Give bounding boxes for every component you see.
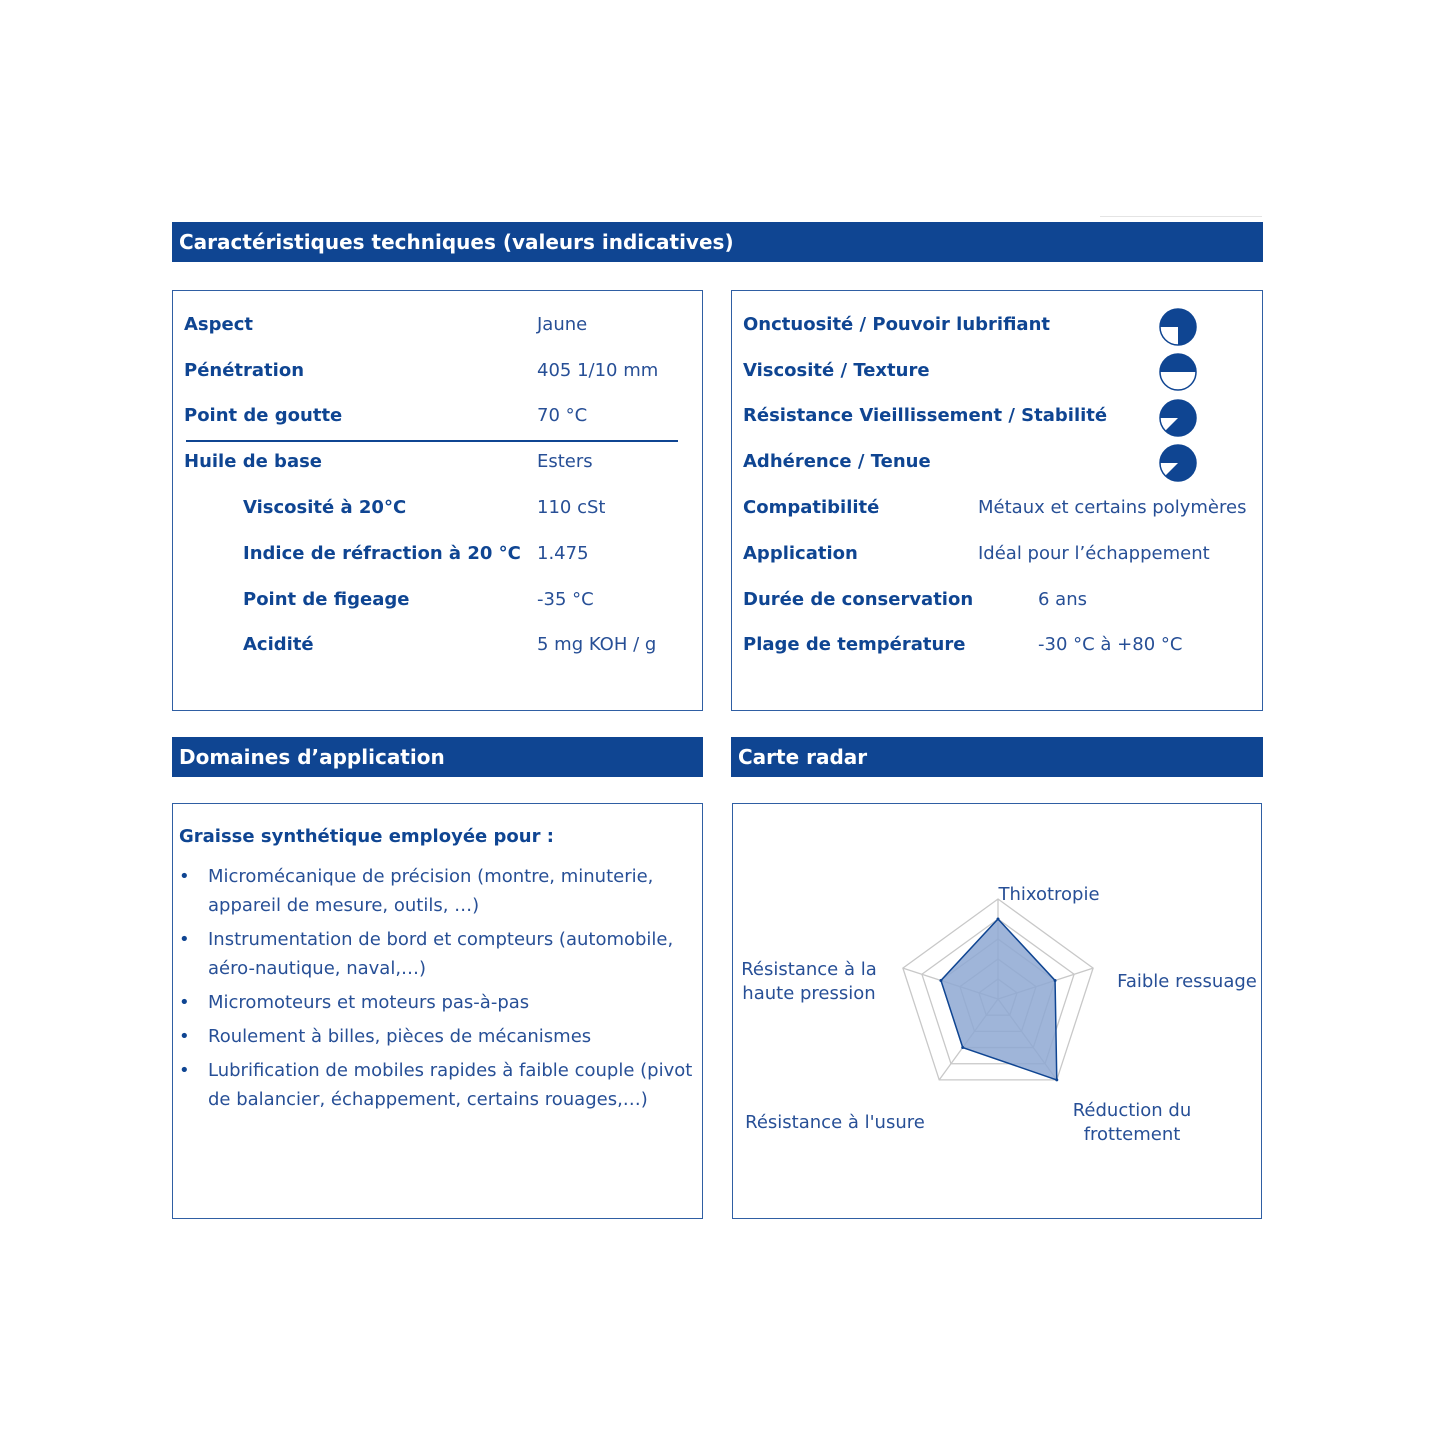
rating-label: Onctuosité / Pouvoir lubrifiant	[743, 314, 1050, 335]
list-item	[179, 1056, 695, 1114]
quarter-pie-icon	[1158, 307, 1198, 347]
radar-axis-label: Résistance à la haute pression	[741, 959, 877, 1004]
half-pie-icon	[1158, 352, 1198, 392]
rating-label: Viscosité / Texture	[743, 360, 930, 381]
rating-label: Résistance Vieillissement / Stabilité	[743, 405, 1108, 426]
spec-label: Aspect	[184, 314, 254, 335]
spec-value: 1.475	[537, 543, 589, 564]
radar-box	[732, 803, 1262, 1219]
list-item	[179, 862, 695, 920]
spec-label: Huile de base	[184, 451, 323, 472]
pie-icon	[1158, 443, 1198, 483]
spec-value: Métaux et certains polymères	[978, 497, 1247, 518]
specs-box-right	[731, 290, 1263, 711]
spec-value: -35 °C	[537, 589, 594, 610]
spec-label: Indice de réfraction à 20 °C	[243, 543, 521, 564]
radar-axis-label: Faible ressuage	[1117, 971, 1257, 992]
list-item	[179, 1022, 695, 1051]
applications-box	[172, 803, 703, 1219]
pie-fill	[1160, 445, 1196, 481]
radar-axis-label: Résistance à l'usure	[745, 1112, 925, 1133]
spec-label: Pénétration	[184, 360, 305, 381]
spec-label: Durée de conservation	[743, 589, 974, 610]
spec-label: Compatibilité	[743, 497, 880, 518]
list-item-text: Lubrification de mobiles rapides à faible couple (pivot de balancier, échappement, certains rouages,…)	[208, 1060, 693, 1110]
radar-point	[1055, 1078, 1058, 1081]
list-item-text: Roulement à billes, pièces de mécanismes	[208, 1026, 592, 1047]
spec-value: Jaune	[537, 314, 588, 335]
spec-value: Esters	[537, 451, 593, 472]
spec-label: Application	[743, 543, 858, 564]
radar-point	[997, 918, 1000, 921]
specs-box-left	[172, 290, 703, 711]
list-item-text: Micromécanique de précision (montre, minuterie, appareil de mesure, outils, …)	[208, 866, 654, 916]
domains-section-title: Domaines d’application	[179, 745, 445, 769]
radar-section-title: Carte radar	[738, 745, 868, 769]
applications-list	[179, 862, 695, 1119]
spec-value: Idéal pour l’échappement	[978, 543, 1210, 564]
pie-fill	[1160, 354, 1196, 372]
spec-label: Point de figeage	[243, 589, 410, 610]
spec-label: Viscosité à 20°C	[243, 497, 407, 518]
radar-axis-label: Réduction du frottement	[1072, 1100, 1192, 1145]
list-item-text: Instrumentation de bord et compteurs (automobile, aéro-nautique, naval,…)	[208, 929, 674, 979]
rating-label: Adhérence / Tenue	[743, 451, 931, 472]
list-item	[179, 988, 695, 1017]
spec-value: 405 1/10 mm	[537, 360, 659, 381]
bullet-icon: •	[179, 866, 190, 887]
applications-intro: Graisse synthétique employée pour :	[179, 826, 554, 847]
radar-section-header	[731, 737, 1263, 777]
radar-point	[1054, 979, 1057, 982]
pie-icon	[1158, 398, 1198, 438]
spec-value: -30 °C à +80 °C	[1038, 634, 1183, 655]
bullet-icon: •	[179, 992, 190, 1013]
radar-series-area	[941, 919, 1057, 1080]
domains-section-header	[172, 737, 703, 777]
list-item	[179, 925, 695, 983]
spec-label: Plage de température	[743, 634, 966, 655]
spec-value: 5 mg KOH / g	[537, 634, 657, 655]
divider	[186, 440, 678, 442]
spec-value: 70 °C	[537, 405, 588, 426]
radar-point	[939, 979, 942, 982]
spec-label: Acidité	[243, 634, 314, 655]
pie-fill	[1160, 400, 1196, 436]
tech-section-header	[172, 222, 1263, 262]
radar-point	[961, 1046, 964, 1049]
bullet-icon: •	[179, 1026, 190, 1047]
list-item-text: Micromoteurs et moteurs pas-à-pas	[208, 992, 530, 1013]
bullet-icon: •	[179, 929, 190, 950]
bullet-icon: •	[179, 1060, 190, 1081]
spec-value: 6 ans	[1038, 589, 1087, 610]
spec-label: Point de goutte	[184, 405, 343, 426]
radar-axis-label: Thixotropie	[998, 884, 1100, 905]
top-rule	[1100, 216, 1262, 217]
spec-value: 110 cSt	[537, 497, 606, 518]
radar-chart	[733, 804, 1260, 1217]
tech-section-title: Caractéristiques techniques (valeurs indicatives)	[179, 230, 734, 254]
